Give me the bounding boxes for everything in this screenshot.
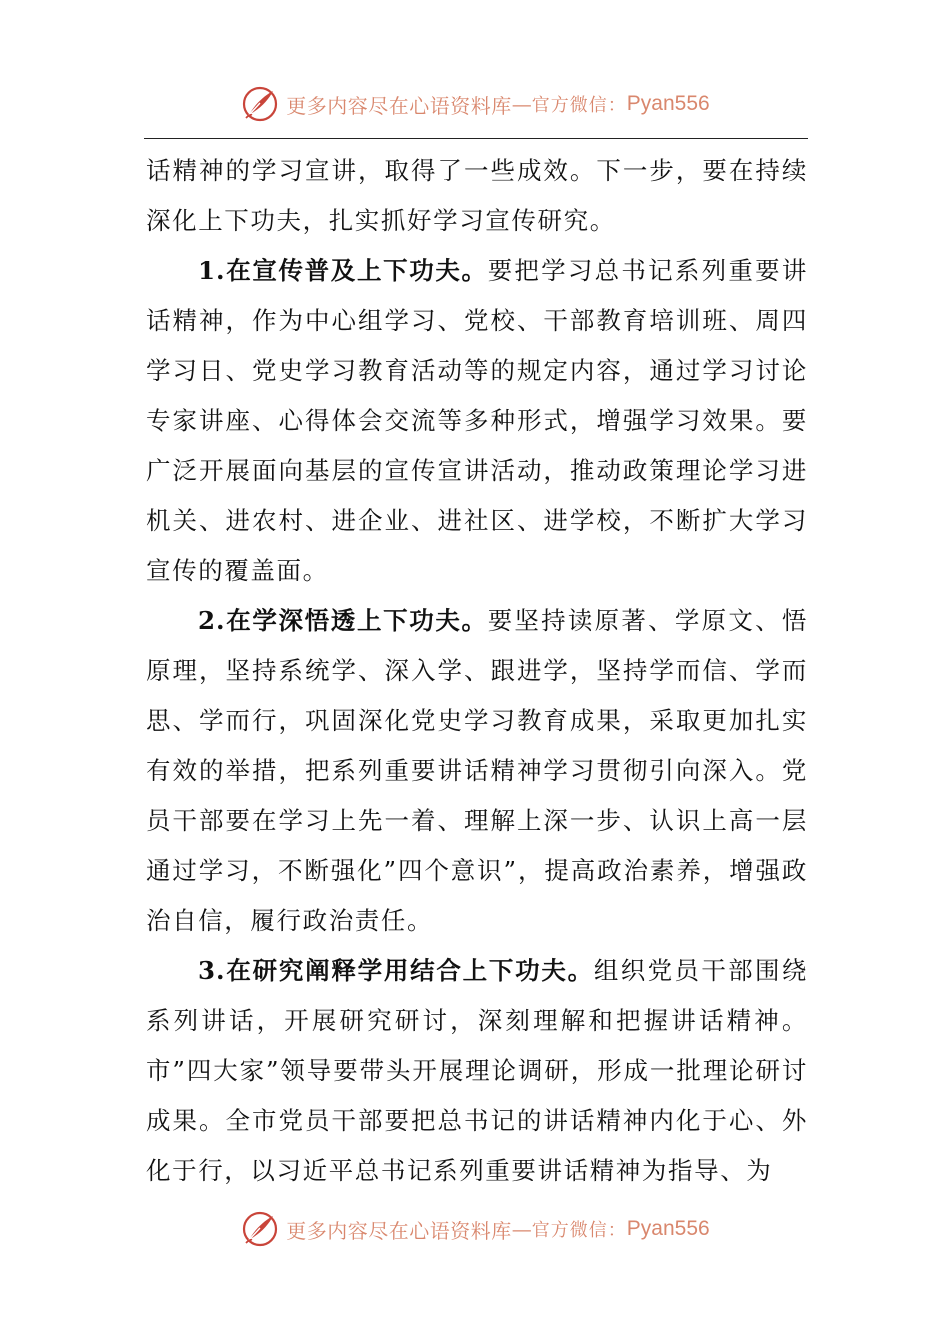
watermark-sub-text: 官方微信： [531,1220,627,1241]
paragraph-heading: 3.在研究阐释学用结合上下功夫。 [198,956,594,985]
paragraph-continuation [146,146,808,246]
paragraph-body: 要坚持读原著、学原文、悟原理，坚持系统学、深入学、跟进学，坚持学而信、学而思、学而行，巩固深化党史学习教育成果，采取更加扎实有效的举措，把系列重要讲话精神学习贯彻引向深入。党员干部要在学习上先一着、理解上深一步、认识上高一层通过学习，不断强化”四个意识”，提高政治素养，增强政治自信，履行政治责任。 [146,606,808,935]
paragraph-body: 话精神的学习宣讲，取得了一些成效。下一步，要在持续深化上下功夫，扎实抓好学习宣传研究。 [146,156,808,235]
paragraph-3 [146,946,808,1196]
header-watermark [0,82,950,126]
watermark-main-text: 更多内容尽在心语资料库 [286,93,512,118]
watermark-wechat-id: Pyan556 [626,1217,710,1240]
watermark-wechat-id: Pyan556 [626,92,710,115]
header-rule [144,138,808,139]
paragraph-body: 组织党员干部围绕系列讲话，开展研究研讨，深刻理解和把握讲话精神。市”四大家”领导要带头开展理论调研，形成一批理论研讨成果。全市党员干部要把总书记的讲话精神内化于心、外化于行，以习近平总书记系列重要讲话精神为指导、为 [146,956,808,1185]
quill-pen-logo-icon [240,84,280,124]
paragraph-heading: 1.在宣传普及上下功夫。 [198,256,488,285]
watermark-dash: — [511,92,532,116]
watermark-dash: — [511,1217,532,1241]
paragraph-heading: 2.在学深悟透上下功夫。 [198,606,488,635]
document-body [146,146,808,1196]
paragraph-1 [146,246,808,596]
watermark-sub-text: 官方微信： [531,95,627,116]
paragraph-2 [146,596,808,946]
quill-pen-logo-icon [240,1209,280,1249]
paragraph-body: 要把学习总书记系列重要讲话精神，作为中心组学习、党校、干部教育培训班、周四学习日、党史学习教育活动等的规定内容，通过学习讨论专家讲座、心得体会交流等多种形式，增强学习效果。要广泛开展面向基层的宣传宣讲活动，推动政策理论学习进机关、进农村、进企业、进社区、进学校，不断扩大学习宣传的覆盖面。 [146,256,808,585]
footer-watermark [0,1207,950,1251]
watermark-main-text: 更多内容尽在心语资料库 [286,1218,512,1243]
